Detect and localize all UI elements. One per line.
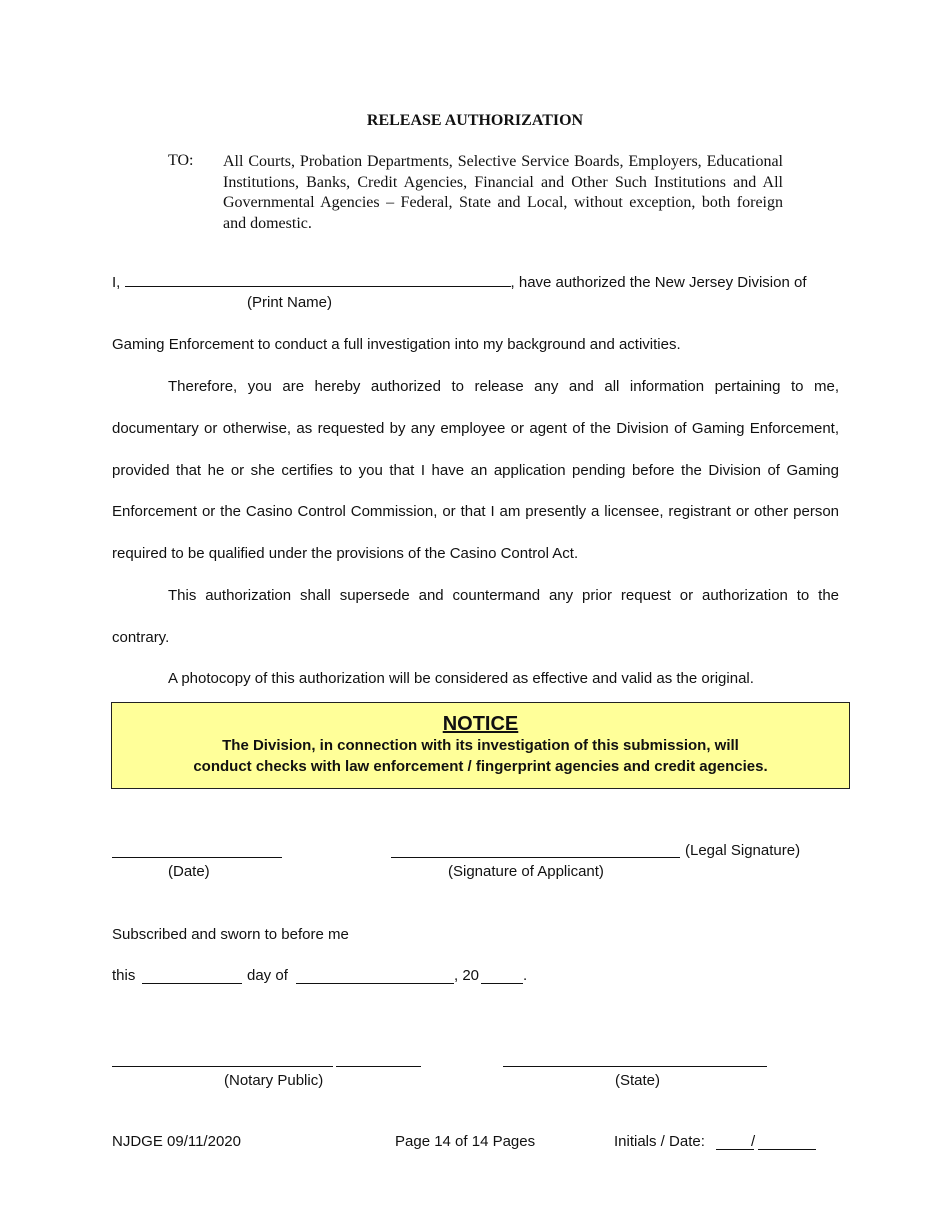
notice-title: NOTICE: [442, 713, 519, 735]
month-field[interactable]: [296, 983, 454, 984]
print-name-label: (Print Name): [247, 294, 333, 311]
notice-box: [111, 702, 850, 789]
paragraph-therefore: [112, 366, 839, 575]
print-name-field[interactable]: [125, 272, 511, 287]
legal-signature-label: (Legal Signature): [685, 842, 801, 859]
paragraph-text: A photocopy of this authorization will be considered as effective and valid as the original.: [168, 670, 754, 687]
year-field[interactable]: [481, 983, 523, 984]
to-label: TO:: [168, 152, 194, 169]
paragraph-text: Gaming Enforcement to conduct a full investigation into my background and activities.: [112, 336, 681, 353]
date-signature-line[interactable]: [112, 857, 282, 858]
i-prefix: I,: [112, 274, 121, 291]
paragraph-photocopy: [112, 658, 839, 700]
initials-date-field[interactable]: [758, 1149, 816, 1150]
notice-line-1: The Division, in connection with its investigation of this submission, will: [222, 737, 739, 754]
sworn-statement: Subscribed and sworn to before me: [112, 926, 349, 943]
authorization-name-line: [112, 272, 834, 291]
initials-date-label: Initials / Date:: [614, 1133, 705, 1150]
state-label: (State): [615, 1072, 661, 1089]
year-period: .: [523, 967, 528, 984]
state-line[interactable]: [503, 1066, 767, 1067]
notice-line-2: conduct checks with law enforcement / fingerprint agencies and credit agencies.: [193, 758, 768, 775]
day-of-label: day of: [247, 967, 288, 984]
initials-field[interactable]: [716, 1149, 754, 1150]
to-recipients-text: All Courts, Probation Departments, Selective Service Boards, Employers, Educational Institutions, Banks, Credit Agencies, Financial and Other Such Institutions and All Governmental Agencies – Federal, State and Local, without exception, both foreign and domestic.: [223, 153, 783, 232]
document-title: RELEASE AUTHORIZATION: [366, 112, 584, 129]
applicant-signature-label: (Signature of Applicant): [448, 863, 604, 880]
notary-public-line[interactable]: [112, 1066, 333, 1067]
form-id: NJDGE 09/11/2020: [112, 1133, 241, 1150]
paragraph-text: Therefore, you are hereby authorized to release any and all information pertaining to me, documentary or otherwise, as requested by any employee or agent of the Division of Gaming Enforcement, provided that he or she certifies to you that I have an application pending before the Division of Gaming Enforcement or the Casino Control Commission, or that I am presently a licensee, registrant or other person required to be qualified under the provisions of the Casino Control Act.: [112, 378, 839, 563]
notary-public-label: (Notary Public): [224, 1072, 324, 1089]
year-prefix: , 20: [454, 967, 480, 984]
paragraph-text: This authorization shall supersede and countermand any prior request or authorization to the contrary.: [112, 587, 839, 646]
authorization-suffix: , have authorized the New Jersey Division of: [510, 274, 807, 291]
date-label: (Date): [168, 863, 210, 880]
applicant-signature-line[interactable]: [391, 857, 680, 858]
paragraph-gaming-enforcement: [112, 324, 839, 366]
notary-public-line-2[interactable]: [336, 1066, 421, 1067]
page-number: Page 14 of 14 Pages: [395, 1133, 536, 1150]
this-label: this: [112, 967, 136, 984]
paragraph-supersede: [112, 575, 839, 659]
day-field[interactable]: [142, 983, 242, 984]
initials-slash: /: [751, 1133, 756, 1150]
